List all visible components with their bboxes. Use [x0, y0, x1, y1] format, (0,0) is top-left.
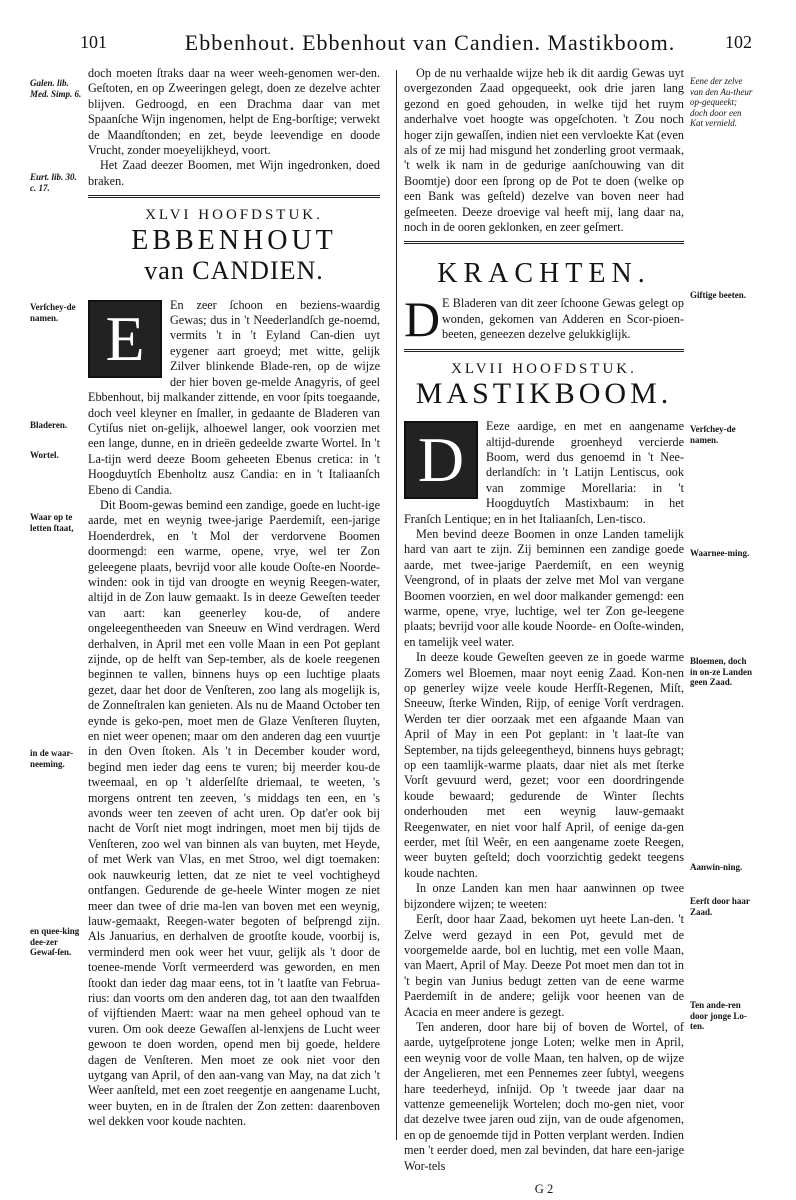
- margin-note-cultivation: en quee-king dee-zer Gewaſ-ſen.: [30, 926, 80, 957]
- chapter-label: XLVI HOOFDSTUK.: [145, 207, 323, 224]
- paragraph: Het Zaad deezer Boomen, met Wijn ingedronken, doed braken.: [88, 158, 380, 188]
- section-rule: [404, 349, 684, 352]
- section-title: KRACHTEN.: [437, 258, 651, 290]
- drop-initial: D: [404, 291, 441, 348]
- paragraph: Eerſt, door haar Zaad, bekomen uyt heete Lan-den. 't Zelve werd gezayd in een Pot, gevuld met de voorgemelde aarde, bol en luchtig, met een volle Maan, van Maert, April of May. Deeze Pot moet men dan tot in 't begin van Junius bedugt zetten van de eene warme Paerdemiſt in de andere; gelijk voor heenen van de Acacia en meer andere is gezegt.: [404, 912, 684, 1019]
- paragraph: Op de nu verhaalde wijze heb ik dit aardig Gewas uyt overgezonden Zaad opgequeekt, ook drie jaren lang gezond en goed gehouden, in welke tijd het ruym anderhalve voet hoogte was opgeſchoten. 't Zou noch hoger zijn gewaſſen, indien niet een vervloekte Kat (even als of ze mij had misgund het zonderling groot vermaak, 't welk ik nam in de gedurige aanſchouwing van dit Boomtje) door een ſprong op de Pot te doen (welke op een Bank was geſteld) dezelve van boven neer had geſmeeten. Deeze droevige val heeft mij, lang daar na, noch in de ooren geklonken, en zeer geſmert.: [404, 66, 684, 235]
- chapter-subtitle: van CANDIEN.: [144, 255, 324, 285]
- section-rule: [88, 195, 380, 198]
- paragraph: En zeer ſchoon en beziens-waardig Gewas; dus in 't Neederlandſch ge-noemd, vermits 't in 't Eyland Can-dien uyt eygener aart groeyd; met witte, gelijk Zilver blinkende Blade-ren, op de wijze der hier boven ge-melde Anagyris, of geel Ebbenhout, bij malkander zittende, en voor ſpits toegaande, doch veel kleyner en ſmaller, in gedaante de Bladeren van Cytiſus niet on-gelijk, alhoewel langer, ook voorzien met een lange, dunne, en in drieën gedeelde zwarte Wortel. In 't La-tijn werd deeze Boom geheeten Ebenus cretica: in 't Hoogduytſch Ebenholtz ausz Candia: en in 't Italiaanſch Ebeno di Candia.: [88, 297, 380, 497]
- paragraph: In deeze koude Geweſten geeven ze in goede warme Zomers wel Bloemen, maar noyt eenig Zaad. Kon-nen op generley wijze veele koude Herfſt-Regenen, Miſt, Sneeuw, ſterke Winden, Rijp, of eenige Vorſt verdragen. Werden ter dier oorzaak met een afgaande Maan van April of May in een Pot geplant: in 't laat-ſte van September, na tijds geleegentheyd, binnens huys gebragt; op een taamlijk-warme plaats, daar niet als met ſterke Vorſt gevuurd werd, gezet; voor een doordringende koude bewaard; gedurende de Winter ſlechts onderhouden met een weynig lauw-gemaakt Reegenwater, en niet voor half April, of eenige da-gen eerder, met ſtil Weêr, en een aangename zoete Reegen, weer buyten geſteld; doch voorzichtig gedekt teegens koude nachten.: [404, 650, 684, 880]
- chapter-title: EBBENHOUT: [131, 224, 337, 256]
- section-rule: [404, 241, 684, 244]
- margin-note-by-shoots: Ten ande-ren door jonge Lo-ten.: [690, 1000, 747, 1031]
- margin-note-observation: in de waar-neeming.: [30, 748, 74, 769]
- margin-note-leaves: Bladeren.: [30, 420, 68, 430]
- column-divider: [396, 70, 397, 1140]
- margin-note-venom: Giftige beeten.: [690, 290, 746, 300]
- paragraph: doch moeten ſtraks daar na weer weeh-genomen wer-den. Geſtoten, en op Zweeringen gelegt, doen ze dezelve achter blijven. Gedroogd, en een Drachma daar van met Spaanſche Wijn ingenomen, helpt de Eng-borſtige; verwekt de Maandſtonden; en zet, beyde leevendige en doode Vrucht, zonder moeyelijkheyd, voort.: [88, 66, 380, 158]
- right-column: [404, 66, 684, 1197]
- signature-mark: G 2: [534, 1182, 554, 1196]
- paragraph: Men bevind deeze Boomen in onze Landen tamelijk hard van aart te zijn. Zij beminnen een zandige goede aarde, met twee-jarige Paerdemiſt, en een weynig Veengrond, of in plaats der zelve met Mol van vergane Boomen voorzien, en wel door malkander gemengd: een warme, opene, vrye, luchtige, wel ter Zon ge-leegene plaats; bevrijd voor alle koude Noorde- en Ooſte-winden, en tamelijk veel water.: [404, 526, 684, 649]
- margin-note-eurt: Eurt. lib. 30. c. 17.: [30, 172, 77, 193]
- margin-note-root: Wortel.: [30, 450, 59, 460]
- margin-note-observation-right: Waarnee-ming.: [690, 548, 750, 558]
- margin-note-propagation: Aanwin-ning.: [690, 862, 743, 872]
- margin-note-flowers: Bloemen, doch in on-ze Landen geen Zaad.: [690, 656, 753, 687]
- margin-note-names: Verſchey-de namen.: [30, 302, 76, 323]
- paragraph: In onze Landen kan men haar aanwinnen op twee bijzondere wijzen; te weeten:: [404, 881, 684, 911]
- paragraph: Ten anderen, door hare bij of boven de Wortel, of aarde, uytgeſprotene jonge Loten; welke men in April, een weynig voor de volle Maan, ten halven, op de wijze der Angelieren, met een Pennemes zeer ſubtyl, weegens hare teederheyd, inſnijd. Op 't tweede jaar daar na vattenze gemeenelijk Wortelen; doch mo-gen niet, voor dat dezelve twee jaren oud zijn, van de oude afgenomen, en op de genoemde tijd in Potten verplant werden. Indien men 't eerder doed, men zal bevinden, dat hare een-jarige Wor-tels: [404, 1019, 684, 1173]
- margin-note-galen: Galen. lib. Med. Simp. 6.: [30, 78, 82, 99]
- margin-note-cat: Eene der zelve van den Au-theur op-gequeekt; doch door een Kat vernield.: [690, 76, 753, 128]
- paragraph: E Bladeren van dit zeer ſchoone Gewas gelegt op wonden, gekomen van Adderen en Scor-pioen-beeten, geneezen dezelve gelukkiglijk.: [442, 296, 684, 342]
- page-number-right: 102: [725, 32, 752, 52]
- margin-note-by-seed: Eerſt door haar Zaad.: [690, 896, 750, 917]
- paragraph: Eeze aardige, en met en aangename altijd-durende groenheyd vercierde Boom, werd dus genoemd in 't Nee-derlandſch: in 't Latijn Lentiscus, ook van zommige Morellaria: in 't Hoogduytſch Mastixbaum: in het Franſch Lentique; en in het Italiaanſch, Len-tisco.: [404, 419, 684, 526]
- page-number-left: 101: [80, 32, 107, 52]
- margin-note-attention: Waar op te letten ſtaat,: [30, 512, 74, 533]
- chapter-title: MASTIKBOOM.: [415, 377, 673, 411]
- ornamental-initial: E: [88, 300, 162, 378]
- chapter-label: XLVII HOOFDSTUK.: [451, 360, 637, 377]
- margin-note-names-right: Verſchey-de namen.: [690, 424, 736, 445]
- paragraph: Dit Boom-gewas bemind een zandige, goede en lucht-ige aarde, met en weynig twee-jarige Paerdemiſt, een-jarige Hoenderdrek, en 't Mol der verdorvene Boomen doormengd: een warme, opene, vrye, wel ter Zon geleegene plaats, bevrijd voor alle koude Ooſte-en Noorde-winden: ook in tijd van droogte en weynig Reegen-water, altijd in de Zon lauw gemaakt. Is in deeze Geweſten teeder van aart: kan geenerley kou-de, of andere ongeleegentheeden van Sneeuw en Wind verdragen. Werd derhalven, in April met een volle Maan in een Pot geplant zijnde, op de helft van Sep-tember, als de koele reegenen beginnen te vallen, binnens huys op een luchtige plaats gezet, daar het door de Venſteren, zoo lang als mogelijk is, de Zonneſtralen kan genieten. Als nu de Maand October ten eynde is geko-pen, moet men de Glaze Venſteren ſluyten, en niet weer openen; maar om den anderen dag een vuurtje in den Oven ſtoken. Als 't in December kouder word, begind men ieder dag eens te vuren; bij meerder kou-de tweemaal, en op 't alderſelſte driemaal, te weeten, 's morgens ontrent ten zeeven, 's middags ten een, en 's avonds weer ten zeeven of acht uren. Op dat'er ook bij nacht de Vorſt niet mogt indringen, moet men bij tijds de Venſteren, zoo wel van binnen als van buyten, met Heyde, of met Werk van Vlas, en met Stroo, wel digt toemaken: ook nauwkeurig letten, dat ze niet te veel vochtigheyd ontfangen. Gedurende de ge-heele Winter mogen ze niet meer dan twee of drie ma-len van boven met een weynig, lauw-gemaakt, Reegen-water begoten of beſprengd zijn. Als Januarius, en derhalven de grootſte koude, voorbij is, verminderd men ook weer het vuur, gelijk als 't door de toenee-mende Vorſt vermeerderd was geworden, en men ſtookt dan ieder dag maar eens, tot in 't laatſte van Februa-rius: dan voorts om den anderen dag, tot aan den twaalfden of vijftienden Maert: waar na men geheel ophoud van te vuren. Om ook deeze Gewaſſen al-lenxjens de Lucht weer gewoon te doen worden, opend men bij goede, heldere dagen de Venſteren. Men moet ze ook niet voor den uytgang van April, of den aan-vang van May, na dat zich 't Weer aanſteld, met een zoet reegentje en aangename Lucht, weer buyten, en in de ſtralen der Zon zetten: daarenboven wel dekken voor koude nachten.: [88, 497, 380, 1129]
- running-head: [60, 30, 760, 66]
- running-title: Ebbenhout. Ebbenhout van Candien. Mastikboom.: [184, 30, 676, 55]
- left-column: [88, 66, 380, 1130]
- ornamental-initial: D: [404, 421, 478, 499]
